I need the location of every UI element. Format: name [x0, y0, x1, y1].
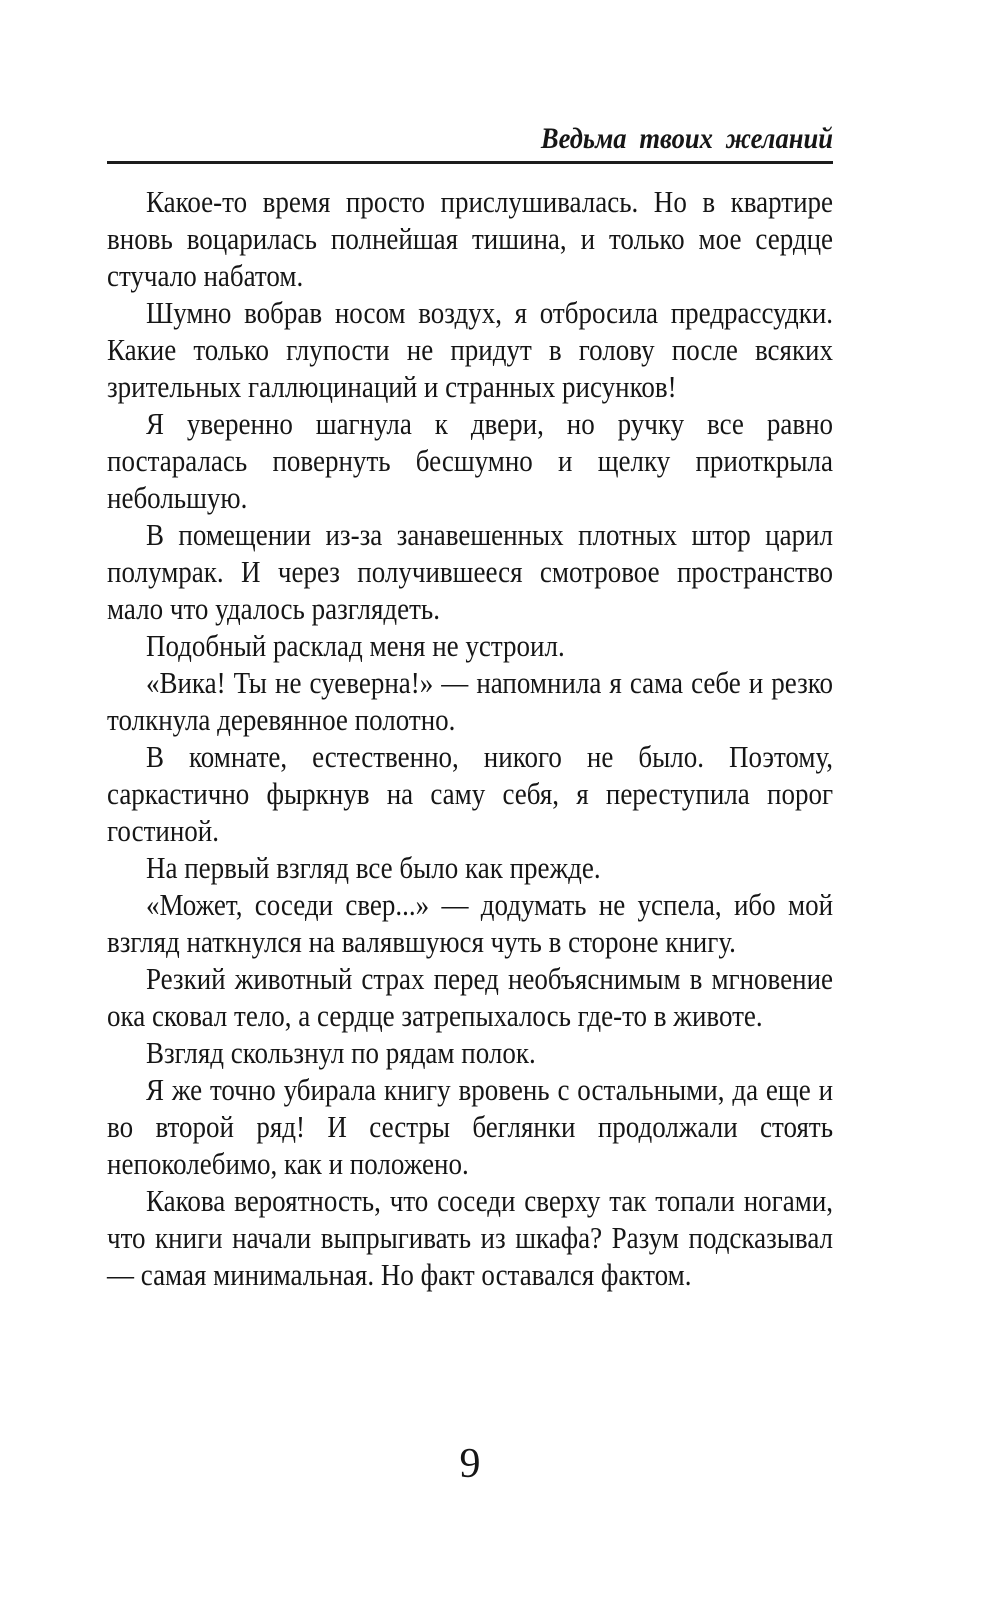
running-header: Ведьма твоих желаний — [540, 122, 834, 155]
text-column — [107, 0, 833, 1616]
paragraph: Шумно вобрав носом воздух, я отбросила предрассудки. Какие только глупости не придут в голову после всяких зрительных галлюцинаций и странных рисунков! — [107, 296, 834, 404]
header-rule-divider — [107, 161, 833, 164]
paragraph: Я же точно убирала книгу вровень с остальными, да еще и во второй ряд! И сестры беглянки продолжали стоять непоколебимо, как и положено. — [107, 1073, 834, 1181]
paragraph: Подобный расклад меня не устроил. — [145, 629, 565, 663]
body-text-block — [107, 184, 833, 1294]
paragraph: В помещении из-за занавешенных плотных штор царил полумрак. И через получившееся смотровое пространство мало что удалось разглядеть. — [107, 518, 834, 626]
paragraph: Взгляд скользнул по рядам полок. — [145, 1036, 536, 1070]
paragraph: «Может, соседи свер...» — додумать не успела, ибо мой взгляд наткнулся на валявшуюся чуть в стороне книгу. — [107, 888, 834, 959]
running-header-row — [107, 122, 833, 162]
page-number: 9 — [459, 1441, 481, 1487]
paragraph: «Вика! Ты не суеверна!» — напомнила я сама себе и резко толкнула деревянное полотно. — [107, 666, 834, 737]
paragraph: Какое-то время просто прислушивалась. Но в квартире вновь воцарилась полнейшая тишина, и только мое сердце стучало набатом. — [107, 185, 834, 293]
paragraph: Какова вероятность, что соседи сверху так топали ногами, что книги начали выпрыгивать из шкафа? Разум подсказывал — самая минимальная. Но факт оставался фактом. — [107, 1184, 834, 1292]
paragraph: Резкий животный страх перед необъяснимым в мгновение ока сковал тело, а сердце затрепыхалось где-то в животе. — [107, 962, 834, 1033]
paragraph: В комнате, естественно, никого не было. Поэтому, саркастично фыркнув на саму себя, я переступила порог гостиной. — [107, 740, 834, 848]
body-text — [107, 184, 833, 1294]
paragraph: Я уверенно шагнула к двери, но ручку все равно постаралась повернуть бесшумно и щелку приоткрыла небольшую. — [107, 407, 834, 515]
paragraph: На первый взгляд все было как прежде. — [145, 851, 601, 885]
